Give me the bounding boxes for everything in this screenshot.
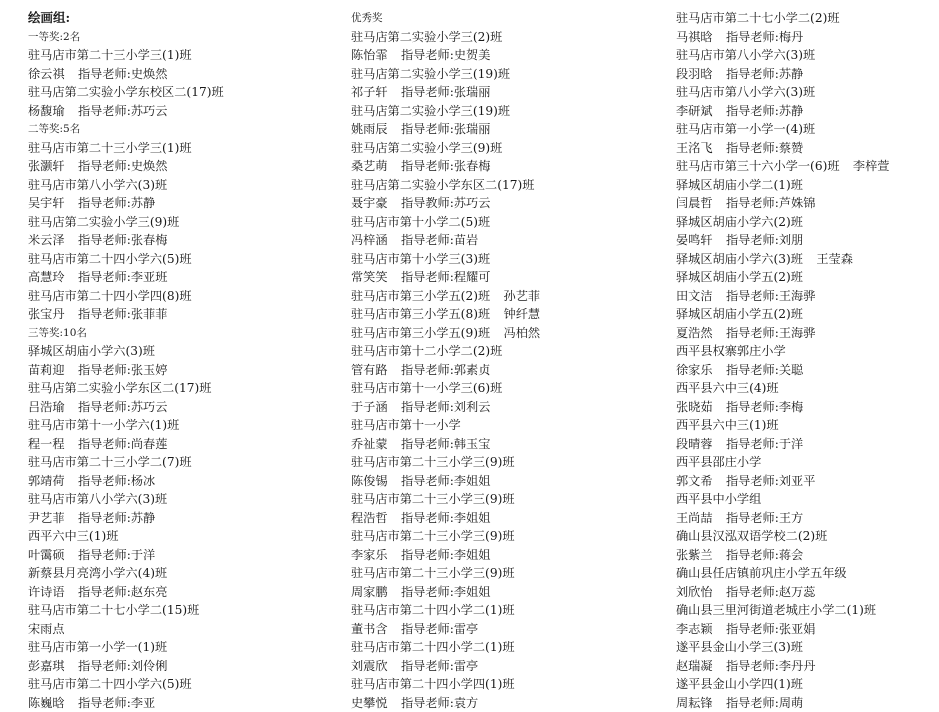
line-primary-text: 张晓茹	[676, 400, 713, 414]
line-primary-text: 苗莉迎	[28, 363, 65, 377]
line-primary-text: 王尚喆	[676, 511, 713, 525]
line-primary-text: 吕浩瑜	[28, 400, 65, 414]
line-secondary-text: 指导老师:郭素贞	[401, 363, 490, 377]
line-secondary-text: 指导老师:韩玉宝	[401, 437, 490, 451]
text-line: 遂平县金山小学三(3)班	[676, 638, 938, 657]
name-line	[351, 472, 651, 491]
line-secondary-text: 指导老师:李亚班	[78, 270, 167, 284]
line-secondary-text: 指导老师:李姐姐	[401, 474, 490, 488]
text-line: 驻马店市第十一小学六(1)班	[28, 416, 328, 435]
text-line: 驿城区胡庙小学二(1)班	[676, 176, 938, 195]
name-line	[676, 65, 938, 84]
line-primary-text: 管有路	[351, 363, 388, 377]
name-line	[351, 287, 651, 306]
line-primary-text: 李研斌	[676, 104, 713, 118]
name-line	[676, 102, 938, 121]
line-secondary-text: 指导老师:刘亚平	[726, 474, 815, 488]
line-secondary-text: 指导老师:袁方	[401, 696, 478, 710]
text-line: 驻马店市第二十四小学四(1)班	[351, 675, 651, 694]
text-line: 驿城区胡庙小学五(2)班	[676, 305, 938, 324]
text-line: 驻马店市第二十三小学三(1)班	[28, 139, 328, 158]
name-line	[28, 657, 328, 676]
line-secondary-text: 指导老师:于洋	[726, 437, 803, 451]
line-secondary-text: 指导教师:苏巧云	[401, 196, 490, 210]
award-tier-label: 三等奖:10名	[28, 324, 328, 343]
line-secondary-text: 指导老师:张瑞丽	[401, 85, 490, 99]
name-line	[351, 231, 651, 250]
text-line: 驻马店第二实验小学三(9)班	[28, 213, 328, 232]
section-heading: 绘画组:	[28, 9, 328, 28]
line-primary-text: 米云泽	[28, 233, 65, 247]
name-line	[676, 398, 938, 417]
text-line: 驻马店市第十小学二(5)班	[351, 213, 651, 232]
line-primary-text: 吴宇轩	[28, 196, 65, 210]
line-secondary-text: 指导老师:刘朋	[726, 233, 803, 247]
line-primary-text: 聂宇豪	[351, 196, 388, 210]
line-secondary-text: 指导老师:刘伶俐	[78, 659, 167, 673]
line-secondary-text: 王莹森	[816, 252, 853, 266]
line-primary-text: 史攀悦	[351, 696, 388, 710]
line-secondary-text: 指导老师:张春梅	[78, 233, 167, 247]
line-secondary-text: 钟纤慧	[504, 307, 541, 321]
line-secondary-text: 指导老师:苏静	[78, 196, 155, 210]
line-secondary-text: 指导老师:史焕然	[78, 159, 167, 173]
text-line: 确山县任店镇前巩庄小学五年级	[676, 564, 938, 583]
text-line: 驻马店第二实验小学东校区二(17)班	[28, 83, 328, 102]
column-3	[676, 9, 938, 712]
line-secondary-text: 指导老师:芦姝锦	[726, 196, 815, 210]
name-line	[351, 83, 651, 102]
line-secondary-text: 指导老师:张玉婷	[78, 363, 167, 377]
name-line	[676, 509, 938, 528]
text-line: 西平县中小学组	[676, 490, 938, 509]
line-secondary-text: 指导老师:史焕然	[78, 67, 167, 81]
line-primary-text: 尹艺菲	[28, 511, 65, 525]
line-primary-text: 驿城区胡庙小学六(3)班	[676, 252, 803, 266]
line-secondary-text: 指导老师:苗岩	[401, 233, 478, 247]
line-secondary-text: 指导老师:雷亭	[401, 622, 478, 636]
line-secondary-text: 指导老师:于洋	[78, 548, 155, 562]
line-primary-text: 于子涵	[351, 400, 388, 414]
name-line	[28, 361, 328, 380]
line-primary-text: 刘欣怡	[676, 585, 713, 599]
name-line	[28, 65, 328, 84]
name-line	[28, 472, 328, 491]
name-line	[351, 305, 651, 324]
text-line: 西平县邵庄小学	[676, 453, 938, 472]
line-primary-text: 陈怡霏	[351, 48, 388, 62]
line-secondary-text: 指导老师:雷亭	[401, 659, 478, 673]
text-line: 驻马店第二实验小学三(19)班	[351, 102, 651, 121]
line-primary-text: 徐云祺	[28, 67, 65, 81]
text-line: 宋雨点	[28, 620, 328, 639]
line-primary-text: 张灏轩	[28, 159, 65, 173]
text-line: 西平县六中三(1)班	[676, 416, 938, 435]
name-line	[351, 657, 651, 676]
line-secondary-text: 指导老师:李丹丹	[726, 659, 815, 673]
line-primary-text: 程浩哲	[351, 511, 388, 525]
name-line	[28, 509, 328, 528]
name-line	[351, 268, 651, 287]
line-secondary-text: 指导老师:梅丹	[726, 30, 803, 44]
line-secondary-text: 指导老师:王海骅	[726, 289, 815, 303]
text-line: 驻马店市第八小学六(3)班	[676, 83, 938, 102]
line-primary-text: 王洺飞	[676, 141, 713, 155]
name-line	[28, 305, 328, 324]
line-secondary-text: 指导老师:赵万蕊	[726, 585, 815, 599]
line-primary-text: 李志颖	[676, 622, 713, 636]
line-primary-text: 杨馥瑜	[28, 104, 65, 118]
line-secondary-text: 指导老师:王方	[726, 511, 803, 525]
line-primary-text: 乔祉蒙	[351, 437, 388, 451]
text-line: 驻马店市第二十四小学四(8)班	[28, 287, 328, 306]
text-line: 驻马店市第十一小学三(6)班	[351, 379, 651, 398]
line-secondary-text: 孙艺菲	[504, 289, 541, 303]
line-primary-text: 张紫兰	[676, 548, 713, 562]
name-line	[351, 324, 651, 343]
column-1	[28, 9, 328, 712]
line-secondary-text: 指导老师:刘利云	[401, 400, 490, 414]
line-primary-text: 徐家乐	[676, 363, 713, 377]
line-primary-text: 姚雨辰	[351, 122, 388, 136]
line-primary-text: 田文洁	[676, 289, 713, 303]
name-line	[351, 546, 651, 565]
text-line: 驿城区胡庙小学六(2)班	[676, 213, 938, 232]
line-primary-text: 桑艺萌	[351, 159, 388, 173]
text-line: 驻马店市第十一小学	[351, 416, 651, 435]
line-secondary-text: 李梓萱	[853, 159, 890, 173]
line-secondary-text: 指导老师:苏巧云	[78, 400, 167, 414]
text-line: 驻马店第二实验小学三(2)班	[351, 28, 651, 47]
line-secondary-text: 指导老师:苏静	[78, 511, 155, 525]
line-primary-text: 叶霭硕	[28, 548, 65, 562]
text-line: 驻马店市第二十四小学六(5)班	[28, 250, 328, 269]
name-line	[28, 268, 328, 287]
name-line	[351, 694, 651, 712]
text-line: 驻马店市第一小学一(4)班	[676, 120, 938, 139]
text-line: 驻马店市第二十三小学三(9)班	[351, 490, 651, 509]
line-primary-text: 周家鹏	[351, 585, 388, 599]
line-secondary-text: 指导老师:张菲菲	[78, 307, 167, 321]
line-secondary-text: 指导老师:杨冰	[78, 474, 155, 488]
line-secondary-text: 指导老师:李姐姐	[401, 511, 490, 525]
line-secondary-text: 指导老师:李梅	[726, 400, 803, 414]
text-line: 驿城区胡庙小学五(2)班	[676, 268, 938, 287]
text-line: 驻马店市第十小学三(3)班	[351, 250, 651, 269]
name-line	[676, 694, 938, 712]
name-line	[28, 398, 328, 417]
name-line	[28, 231, 328, 250]
line-secondary-text: 指导老师:程耀可	[401, 270, 490, 284]
name-line	[676, 546, 938, 565]
name-line	[676, 28, 938, 47]
award-tier-label: 优秀奖	[351, 9, 651, 28]
name-line	[28, 157, 328, 176]
line-secondary-text: 指导老师:张瑞丽	[401, 122, 490, 136]
line-primary-text: 陈巍晗	[28, 696, 65, 710]
text-line: 驻马店市第二十四小学二(1)班	[351, 638, 651, 657]
line-primary-text: 周耘锋	[676, 696, 713, 710]
name-line	[676, 583, 938, 602]
text-line: 驻马店市第二十三小学三(9)班	[351, 564, 651, 583]
line-primary-text: 陈俊锡	[351, 474, 388, 488]
line-primary-text: 段羽晗	[676, 67, 713, 81]
name-line	[351, 620, 651, 639]
text-line: 驻马店市第二十三小学三(1)班	[28, 46, 328, 65]
text-line: 驻马店第二实验小学三(9)班	[351, 139, 651, 158]
text-line: 驻马店第二实验小学东区二(17)班	[28, 379, 328, 398]
line-primary-text: 程一程	[28, 437, 65, 451]
line-primary-text: 夏浩然	[676, 326, 713, 340]
line-primary-text: 驻马店市第三小学五(8)班	[351, 307, 490, 321]
name-line	[28, 546, 328, 565]
line-secondary-text: 指导老师:周萌	[726, 696, 803, 710]
text-line: 确山县三里河街道老城庄小学二(1)班	[676, 601, 938, 620]
line-primary-text: 晏鸣轩	[676, 233, 713, 247]
line-secondary-text: 指导老师:苏巧云	[78, 104, 167, 118]
text-line: 驻马店市第二十三小学三(9)班	[351, 527, 651, 546]
text-line: 驻马店市第十二小学二(2)班	[351, 342, 651, 361]
name-line	[28, 694, 328, 712]
name-line	[351, 435, 651, 454]
name-line	[351, 157, 651, 176]
text-line: 驻马店市第二十七小学二(2)班	[676, 9, 938, 28]
line-primary-text: 驻马店市第三小学五(2)班	[351, 289, 490, 303]
line-primary-text: 赵瑞凝	[676, 659, 713, 673]
text-line: 驻马店第二实验小学三(19)班	[351, 65, 651, 84]
name-line	[676, 231, 938, 250]
name-line	[351, 361, 651, 380]
text-line: 遂平县金山小学四(1)班	[676, 675, 938, 694]
line-secondary-text: 指导老师:张春梅	[401, 159, 490, 173]
line-secondary-text: 指导老师:李姐姐	[401, 585, 490, 599]
line-secondary-text: 指导老师:王海骅	[726, 326, 815, 340]
column-2	[351, 9, 651, 712]
name-line	[676, 657, 938, 676]
name-line	[676, 435, 938, 454]
text-line: 驻马店市第一小学一(1)班	[28, 638, 328, 657]
text-line: 确山县汉泓双语学校二(2)班	[676, 527, 938, 546]
line-secondary-text: 指导老师:赵东亮	[78, 585, 167, 599]
line-primary-text: 刘震欣	[351, 659, 388, 673]
name-line	[676, 287, 938, 306]
text-line: 驻马店第二实验小学东区二(17)班	[351, 176, 651, 195]
text-line: 驻马店市第二十三小学二(7)班	[28, 453, 328, 472]
text-line: 驿城区胡庙小学六(3)班	[28, 342, 328, 361]
line-primary-text: 张宝丹	[28, 307, 65, 321]
name-line	[676, 250, 938, 269]
name-line	[351, 46, 651, 65]
line-primary-text: 许诗语	[28, 585, 65, 599]
line-secondary-text: 冯柏然	[504, 326, 541, 340]
text-line: 驻马店市第八小学六(3)班	[676, 46, 938, 65]
name-line	[28, 102, 328, 121]
line-secondary-text: 指导老师:尚春莲	[78, 437, 167, 451]
text-line: 驻马店市第二十七小学二(15)班	[28, 601, 328, 620]
name-line	[351, 398, 651, 417]
line-secondary-text: 指导老师:关聪	[726, 363, 803, 377]
line-primary-text: 高慧玲	[28, 270, 65, 284]
text-line: 驻马店市第二十四小学二(1)班	[351, 601, 651, 620]
award-tier-label: 一等奖:2名	[28, 28, 328, 47]
line-secondary-text: 指导老师:张亚娟	[726, 622, 815, 636]
name-line	[351, 583, 651, 602]
name-line	[676, 139, 938, 158]
line-secondary-text: 指导老师:蔡赞	[726, 141, 803, 155]
text-line: 西平六中三(1)班	[28, 527, 328, 546]
line-secondary-text: 指导老师:苏静	[726, 67, 803, 81]
name-line	[676, 324, 938, 343]
line-primary-text: 彭嘉琪	[28, 659, 65, 673]
name-line	[351, 194, 651, 213]
line-primary-text: 祁子轩	[351, 85, 388, 99]
award-tier-label: 二等奖:5名	[28, 120, 328, 139]
text-line: 新蔡县月亮湾小学六(4)班	[28, 564, 328, 583]
line-secondary-text: 指导老师:李姐姐	[401, 548, 490, 562]
name-line	[676, 157, 938, 176]
text-line: 驻马店市第八小学六(3)班	[28, 176, 328, 195]
line-primary-text: 常笑笑	[351, 270, 388, 284]
text-line: 西平县权寨郭庄小学	[676, 342, 938, 361]
name-line	[676, 620, 938, 639]
line-primary-text: 段晴蓉	[676, 437, 713, 451]
line-secondary-text: 指导老师:蒋会	[726, 548, 803, 562]
line-secondary-text: 指导老师:史贺美	[401, 48, 490, 62]
line-primary-text: 董书含	[351, 622, 388, 636]
name-line	[351, 120, 651, 139]
name-line	[676, 194, 938, 213]
name-line	[28, 194, 328, 213]
line-primary-text: 驻马店市第三小学五(9)班	[351, 326, 490, 340]
name-line	[676, 361, 938, 380]
text-line: 驻马店市第八小学六(3)班	[28, 490, 328, 509]
text-line: 驻马店市第二十四小学六(5)班	[28, 675, 328, 694]
name-line	[676, 472, 938, 491]
text-line: 驻马店市第二十三小学三(9)班	[351, 453, 651, 472]
line-primary-text: 闫晨哲	[676, 196, 713, 210]
name-line	[351, 509, 651, 528]
line-primary-text: 冯梓涵	[351, 233, 388, 247]
line-primary-text: 马祺晗	[676, 30, 713, 44]
line-primary-text: 郭靖荷	[28, 474, 65, 488]
line-primary-text: 郭文希	[676, 474, 713, 488]
line-primary-text: 驻马店市第三十六小学一(6)班	[676, 159, 840, 173]
name-line	[28, 583, 328, 602]
text-line: 西平县六中三(4)班	[676, 379, 938, 398]
line-secondary-text: 指导老师:苏静	[726, 104, 803, 118]
line-secondary-text: 指导老师:李亚	[78, 696, 155, 710]
line-primary-text: 李家乐	[351, 548, 388, 562]
name-line	[28, 435, 328, 454]
